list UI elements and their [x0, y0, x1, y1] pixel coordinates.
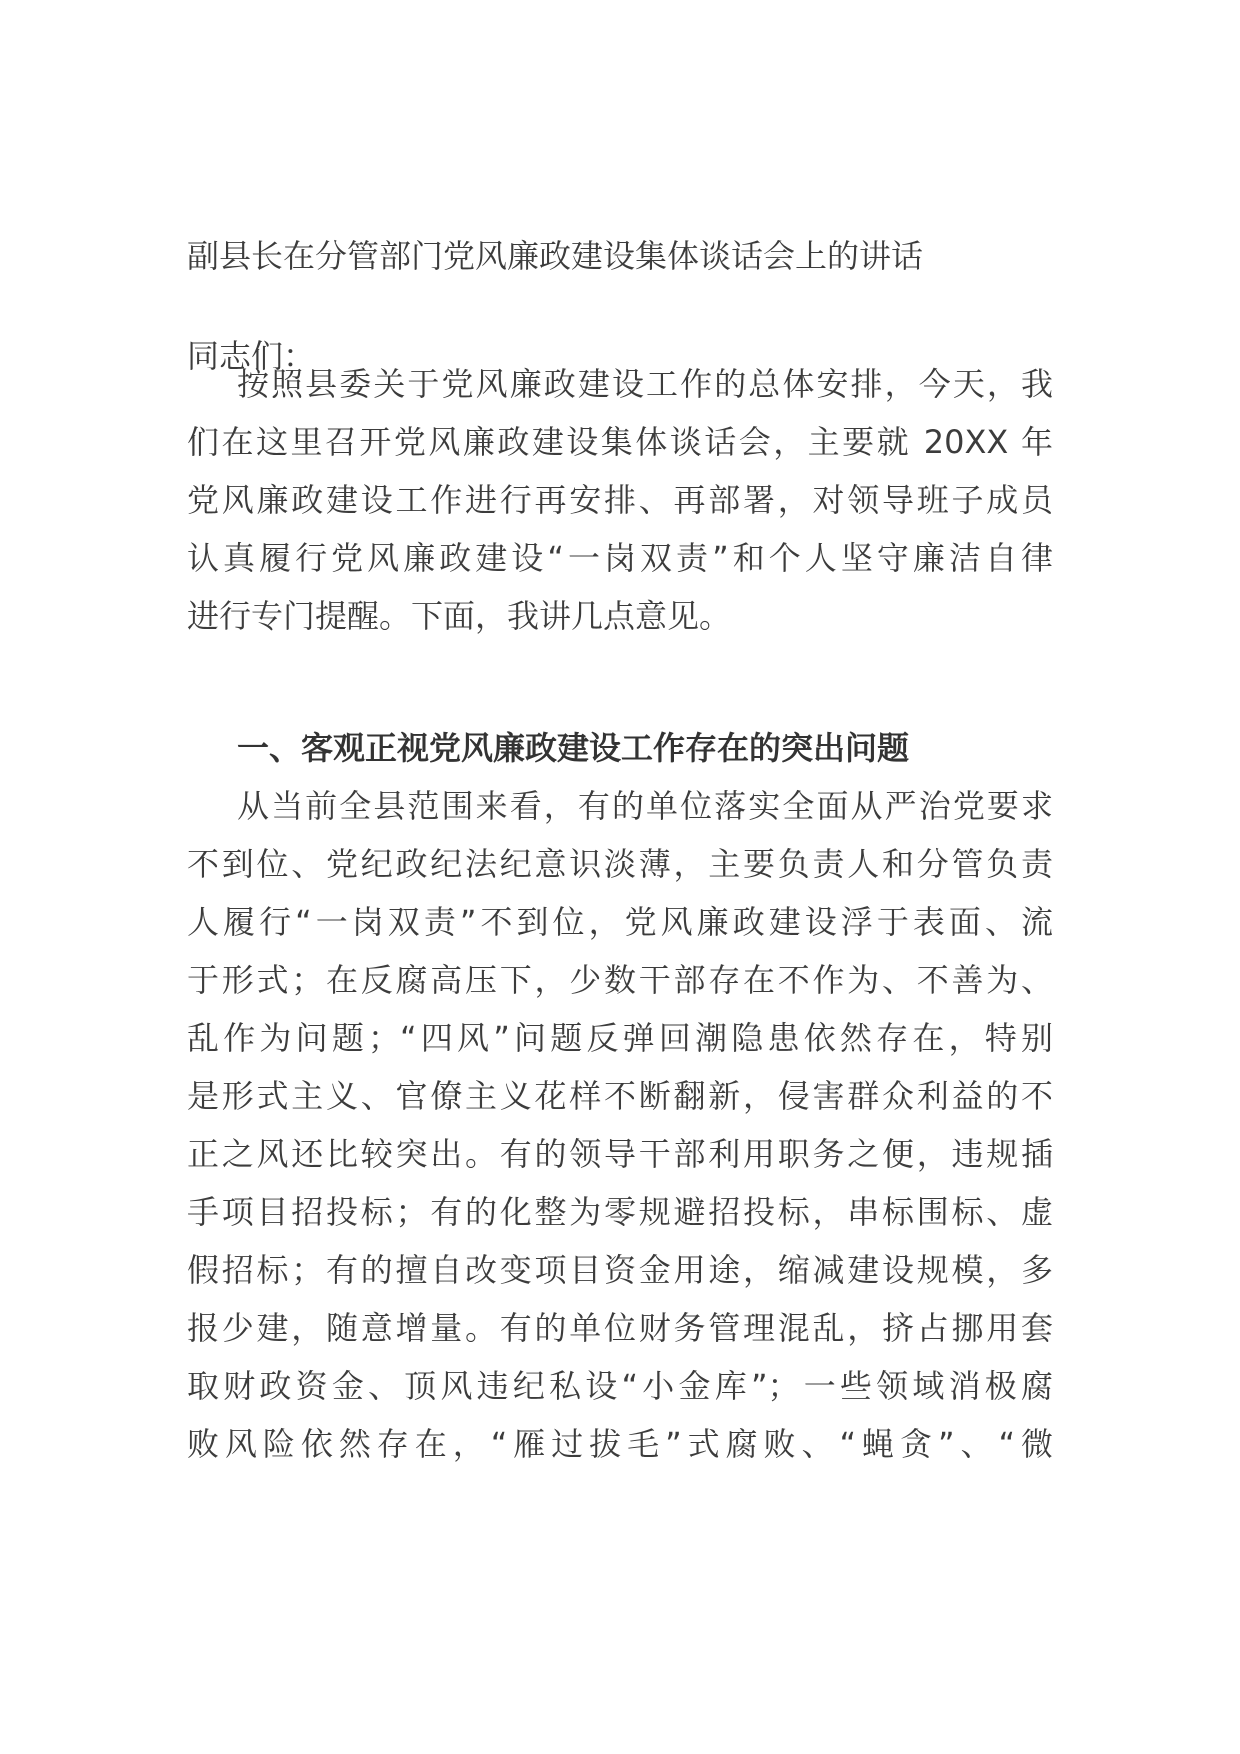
paragraph-2-line: 取财政资金、顶风违纪私设“小金库”；一些领域消极腐	[187, 1367, 1053, 1405]
document-title: 副县长在分管部门党风廉政建设集体谈话会上的讲话	[187, 237, 924, 275]
paragraph-2-line: 手项目招投标；有的化整为零规避招投标，串标围标、虚	[187, 1193, 1053, 1231]
paragraph-2-line: 从当前全县范围来看，有的单位落实全面从严治党要求	[237, 787, 1053, 825]
paragraph-1-line: 按照县委关于党风廉政建设工作的总体安排，今天，我	[237, 365, 1053, 403]
paragraph-1-line: 认真履行党风廉政建设“一岗双责”和个人坚守廉洁自律	[187, 539, 1053, 577]
paragraph-1-line: 进行专门提醒。下面，我讲几点意见。	[187, 597, 732, 635]
salutation: 同志们：	[187, 337, 316, 375]
paragraph-2-line: 于形式；在反腐高压下，少数干部存在不作为、不善为、	[187, 961, 1053, 999]
paragraph-2-line: 乱作为问题；“四风”问题反弹回潮隐患依然存在，特别	[187, 1019, 1053, 1057]
paragraph-2-line: 不到位、党纪政纪法纪意识淡薄，主要负责人和分管负责	[187, 845, 1053, 883]
section-heading: 一、客观正视党风廉政建设工作存在的突出问题	[237, 729, 910, 767]
paragraph-2-line: 人履行“一岗双责”不到位，党风廉政建设浮于表面、流	[187, 903, 1053, 941]
paragraph-1-line: 党风廉政建设工作进行再安排、再部署，对领导班子成员	[187, 481, 1053, 519]
paragraph-2-line: 是形式主义、官僚主义花样不断翻新，侵害群众利益的不	[187, 1077, 1053, 1115]
paragraph-2-line: 败风险依然存在，“雁过拔毛”式腐败、“蝇贪”、“微	[187, 1425, 1053, 1463]
paragraph-2-line: 正之风还比较突出。有的领导干部利用职务之便，违规插	[187, 1135, 1053, 1173]
paragraph-2-line: 假招标；有的擅自改变项目资金用途，缩减建设规模，多	[187, 1251, 1053, 1289]
paragraph-1-line: 们在这里召开党风廉政建设集体谈话会，主要就 20XX 年	[187, 423, 1053, 461]
paragraph-2-line: 报少建，随意增量。有的单位财务管理混乱，挤占挪用套	[187, 1309, 1053, 1347]
